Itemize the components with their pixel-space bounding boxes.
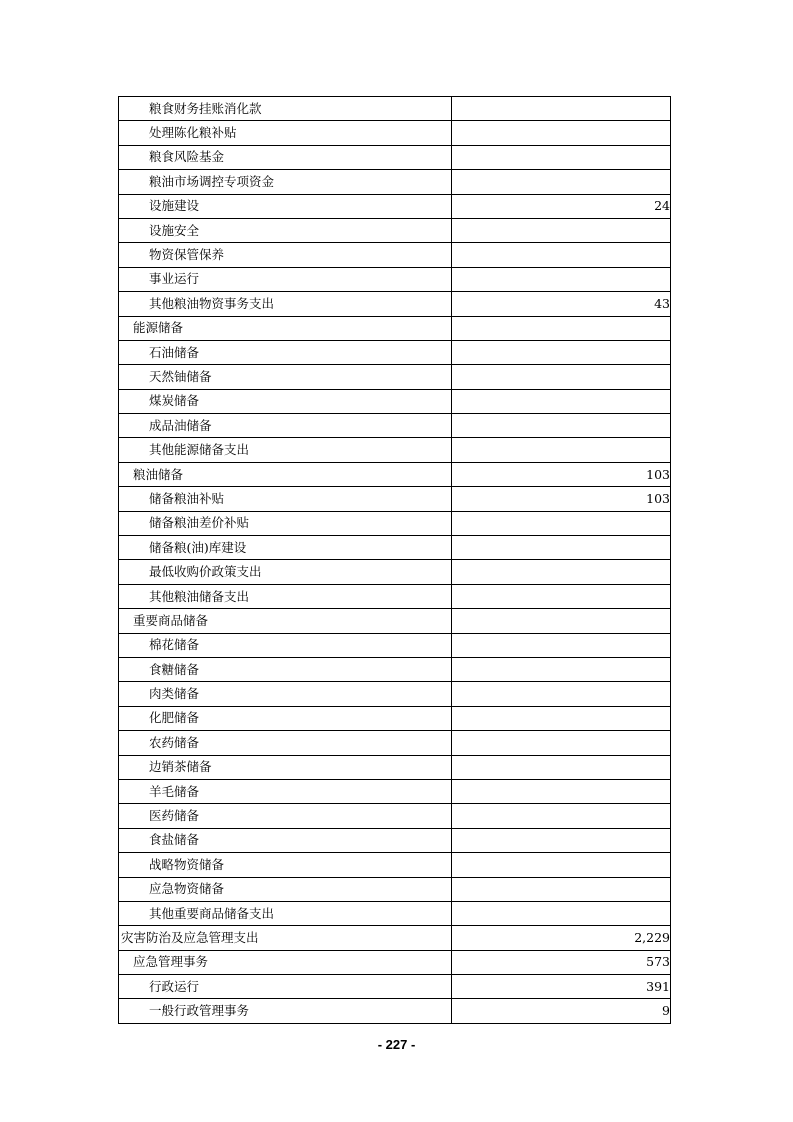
- amount-cell: [452, 633, 671, 657]
- item-name-cell: 石油储备: [119, 340, 452, 364]
- table-row: [119, 755, 671, 779]
- item-name-cell: 煤炭储备: [119, 389, 452, 413]
- table-row: [119, 121, 671, 145]
- item-name-cell: 应急物资储备: [119, 877, 452, 901]
- amount-cell: [452, 511, 671, 535]
- table-row: [119, 657, 671, 681]
- amount-cell: [452, 536, 671, 560]
- amount-cell: [452, 340, 671, 364]
- table-row: [119, 560, 671, 584]
- table-row: [119, 170, 671, 194]
- item-name-cell: 行政运行: [119, 975, 452, 999]
- item-name-cell: 粮食财务挂账消化款: [119, 97, 452, 121]
- table-row: [119, 218, 671, 242]
- table-row: [119, 609, 671, 633]
- table-row: [119, 145, 671, 169]
- table-row: [119, 804, 671, 828]
- table-row: [119, 950, 671, 974]
- item-name-cell: 棉花储备: [119, 633, 452, 657]
- item-name-cell: 化肥储备: [119, 706, 452, 730]
- amount-cell: 43: [452, 292, 671, 316]
- amount-cell: [452, 243, 671, 267]
- item-name-cell: 战略物资储备: [119, 853, 452, 877]
- table-row: [119, 243, 671, 267]
- amount-cell: [452, 560, 671, 584]
- item-name-cell: 能源储备: [119, 316, 452, 340]
- item-name-cell: 其他重要商品储备支出: [119, 901, 452, 925]
- item-name-cell: 灾害防治及应急管理支出: [119, 926, 452, 950]
- item-name-cell: 医药储备: [119, 804, 452, 828]
- item-name-cell: 粮油储备: [119, 462, 452, 486]
- amount-cell: [452, 389, 671, 413]
- item-name-cell: 其他能源储备支出: [119, 438, 452, 462]
- item-name-cell: 成品油储备: [119, 414, 452, 438]
- amount-cell: [452, 828, 671, 852]
- table-row: [119, 389, 671, 413]
- table-row: [119, 731, 671, 755]
- amount-cell: [452, 414, 671, 438]
- amount-cell: [452, 804, 671, 828]
- amount-cell: 103: [452, 462, 671, 486]
- table-row: [119, 901, 671, 925]
- amount-cell: [452, 316, 671, 340]
- amount-cell: 391: [452, 975, 671, 999]
- table-row: [119, 316, 671, 340]
- table-row: [119, 340, 671, 364]
- amount-cell: 9: [452, 999, 671, 1023]
- table-body: [119, 97, 671, 1024]
- item-name-cell: 储备粮油补贴: [119, 487, 452, 511]
- table-row: [119, 292, 671, 316]
- table-row: [119, 682, 671, 706]
- amount-cell: [452, 97, 671, 121]
- table-row: [119, 438, 671, 462]
- amount-cell: [452, 657, 671, 681]
- item-name-cell: 储备粮(油)库建设: [119, 536, 452, 560]
- amount-cell: [452, 145, 671, 169]
- table-row: [119, 97, 671, 121]
- table-row: [119, 536, 671, 560]
- amount-cell: [452, 706, 671, 730]
- page-number: - 227 -: [377, 1037, 416, 1052]
- item-name-cell: 边销茶储备: [119, 755, 452, 779]
- item-name-cell: 农药储备: [119, 731, 452, 755]
- item-name-cell: 事业运行: [119, 267, 452, 291]
- item-name-cell: 重要商品储备: [119, 609, 452, 633]
- table-row: [119, 194, 671, 218]
- amount-cell: [452, 853, 671, 877]
- item-name-cell: 食糖储备: [119, 657, 452, 681]
- table-row: [119, 926, 671, 950]
- amount-cell: [452, 365, 671, 389]
- item-name-cell: 其他粮油储备支出: [119, 584, 452, 608]
- item-name-cell: 储备粮油差价补贴: [119, 511, 452, 535]
- amount-cell: [452, 584, 671, 608]
- item-name-cell: 最低收购价政策支出: [119, 560, 452, 584]
- amount-cell: [452, 438, 671, 462]
- table-row: [119, 511, 671, 535]
- item-name-cell: 肉类储备: [119, 682, 452, 706]
- amount-cell: [452, 609, 671, 633]
- budget-expenditure-table: [118, 96, 671, 1024]
- table-row: [119, 462, 671, 486]
- table-row: [119, 999, 671, 1023]
- item-name-cell: 一般行政管理事务: [119, 999, 452, 1023]
- item-name-cell: 处理陈化粮补贴: [119, 121, 452, 145]
- table-row: [119, 267, 671, 291]
- item-name-cell: 食盐储备: [119, 828, 452, 852]
- amount-cell: [452, 901, 671, 925]
- amount-cell: [452, 731, 671, 755]
- item-name-cell: 物资保管保养: [119, 243, 452, 267]
- table-row: [119, 779, 671, 803]
- amount-cell: 573: [452, 950, 671, 974]
- table-row: [119, 633, 671, 657]
- amount-cell: [452, 170, 671, 194]
- table-row: [119, 853, 671, 877]
- amount-cell: [452, 755, 671, 779]
- table-row: [119, 828, 671, 852]
- amount-cell: 2,229: [452, 926, 671, 950]
- table-row: [119, 706, 671, 730]
- amount-cell: [452, 121, 671, 145]
- item-name-cell: 设施安全: [119, 218, 452, 242]
- amount-cell: [452, 877, 671, 901]
- item-name-cell: 粮食风险基金: [119, 145, 452, 169]
- table-row: [119, 365, 671, 389]
- item-name-cell: 羊毛储备: [119, 779, 452, 803]
- table-row: [119, 975, 671, 999]
- amount-cell: 103: [452, 487, 671, 511]
- item-name-cell: 粮油市场调控专项资金: [119, 170, 452, 194]
- item-name-cell: 其他粮油物资事务支出: [119, 292, 452, 316]
- item-name-cell: 应急管理事务: [119, 950, 452, 974]
- item-name-cell: 设施建设: [119, 194, 452, 218]
- table-row: [119, 584, 671, 608]
- item-name-cell: 天然铀储备: [119, 365, 452, 389]
- amount-cell: [452, 267, 671, 291]
- amount-cell: [452, 779, 671, 803]
- amount-cell: 24: [452, 194, 671, 218]
- table-row: [119, 487, 671, 511]
- table-row: [119, 877, 671, 901]
- amount-cell: [452, 218, 671, 242]
- amount-cell: [452, 682, 671, 706]
- table-row: [119, 414, 671, 438]
